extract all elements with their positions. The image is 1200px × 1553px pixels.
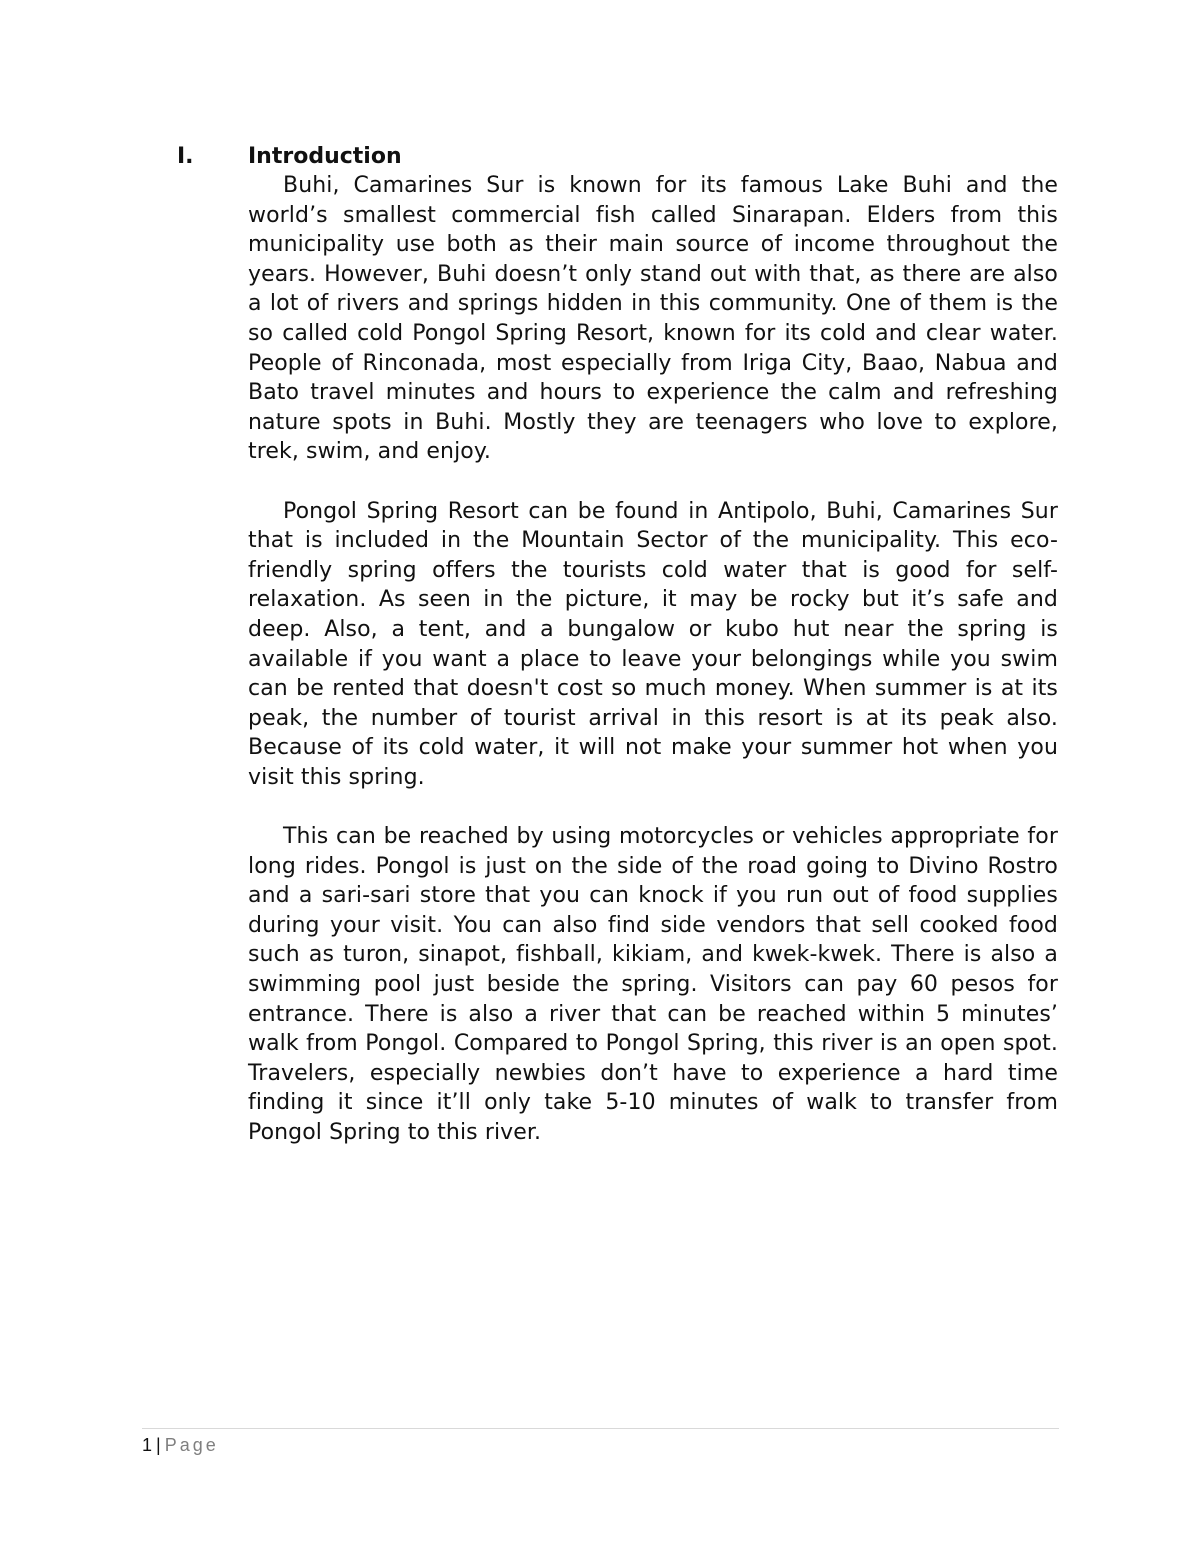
paragraph-3: This can be reached by using motorcycles or vehicles appropriate for long rides. Pongol is just on the side of the road going to Divino Rostro and a sari-sari store that you can knock if you run out of food supplies during your visit. You can also find side vendors that sell cooked food such as turon, sinapot, fishball, kikiam, and kwek-kwek. There is also a swimming pool just beside the spring. Visitors can pay 60 pesos for entrance. There is also a river that can be reached within 5 minutes’ walk from Pongol. Compared to Pongol Spring, this river is an open spot. Travelers, especially newbies don’t have to experience a hard time finding it since it’ll only take 5-10 minutes of walk to transfer from Pongol Spring to this river. (248, 824, 1058, 1145)
section-number: I. (177, 144, 194, 169)
paragraph-1: Buhi, Camarines Sur is known for its famous Lake Buhi and the world’s smallest commercial fish called Sinarapan. Elders from this municipality use both as their main source of income throughout the years. However, Buhi doesn’t only stand out with that, as there are also a lot of rivers and springs hidden in this community. One of them is the so called cold Pongol Spring Resort, known for its cold and clear water. People of Rinconada, most especially from Iriga City, Baao, Nabua and Bato travel minutes and hours to experience the calm and refreshing nature spots in Buhi. Mostly they are teenagers who love to explore, trek, swim, and enjoy. (248, 173, 1058, 465)
footer-separator: | (156, 1435, 161, 1455)
footer-divider (142, 1428, 1059, 1429)
page-label: Page (164, 1435, 219, 1455)
page-footer (142, 1433, 219, 1457)
section-title: Introduction (248, 144, 402, 169)
page-number: 1 (142, 1435, 153, 1455)
paragraph-2: Pongol Spring Resort can be found in Antipolo, Buhi, Camarines Sur that is included in the Mountain Sector of the municipality. This eco-friendly spring offers the tourists cold water that is good for self-relaxation. As seen in the picture, it may be rocky but it’s safe and deep. Also, a tent, and a bungalow or kubo hut near the spring is available if you want a place to leave your belongings while you swim can be rented that doesn't cost so much money. When summer is at its peak, the number of tourist arrival in this resort is at its peak also. Because of its cold water, it will not make your summer hot when you visit this spring. (248, 498, 1058, 790)
body-text (248, 171, 1058, 1177)
section-heading (0, 142, 1200, 172)
